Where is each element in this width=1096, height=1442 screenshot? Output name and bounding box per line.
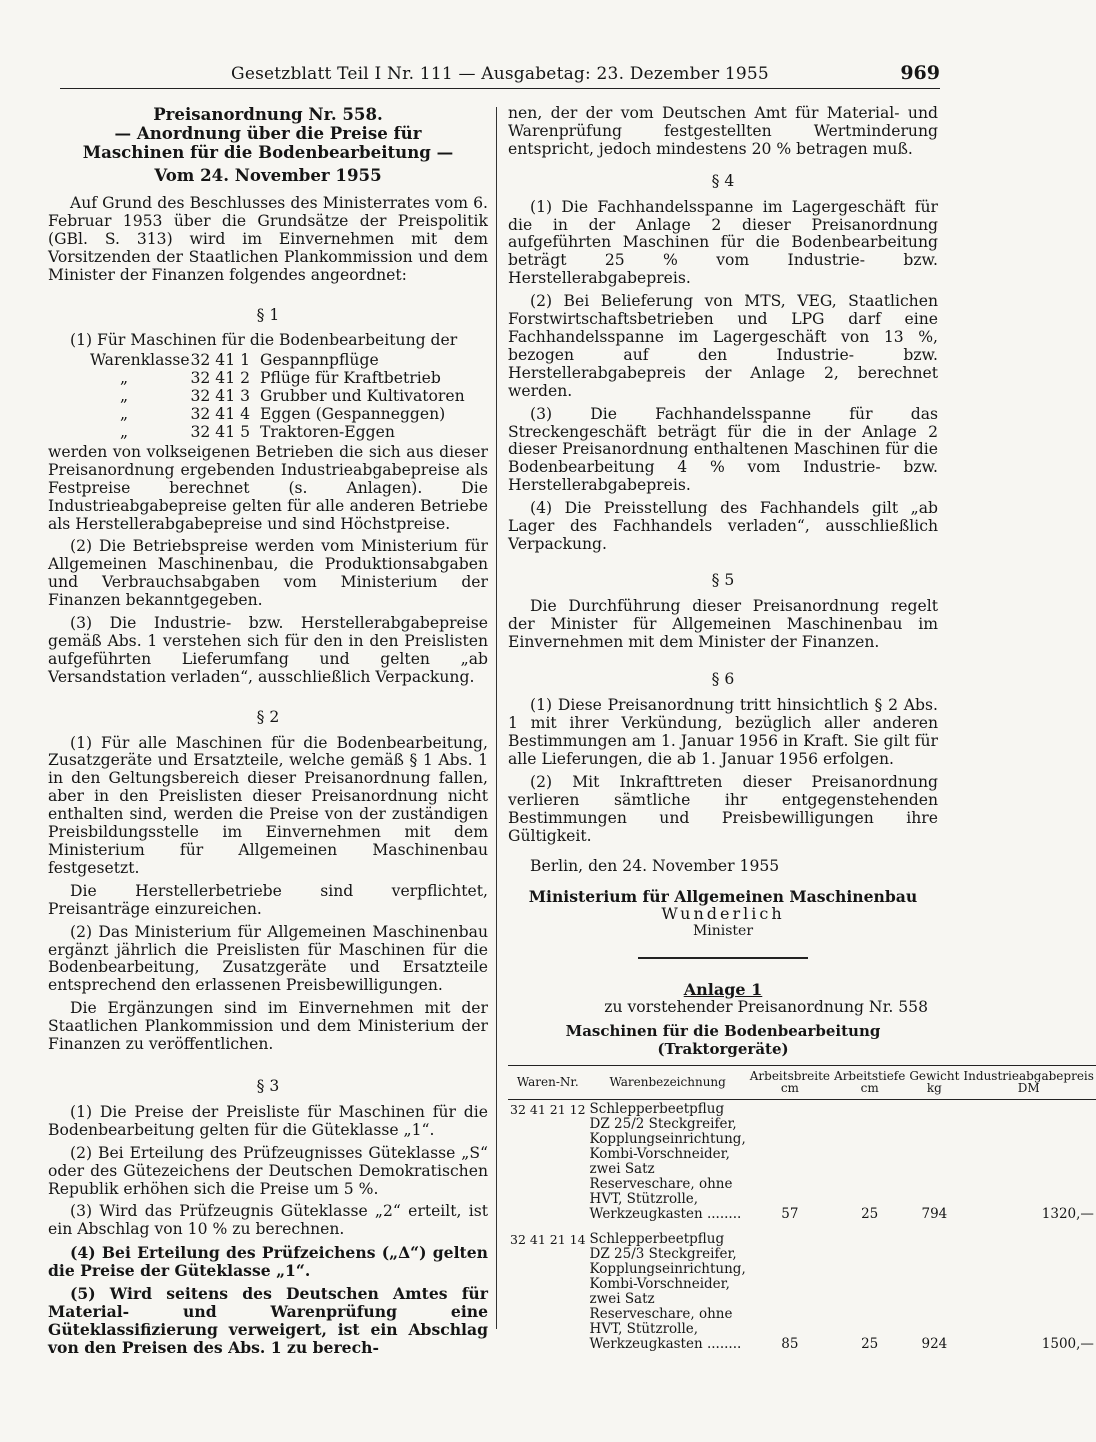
place-date: Berlin, den 24. November 1955: [530, 856, 780, 875]
s6-p2: (2) Mit Inkrafttreten dieser Preisanordnung verlieren sämtliche ihr entgegenstehenden Bestimmungen und Preisbewilligungen ihre Gültigkeit.: [508, 773, 938, 845]
signer-name: Wunderlich: [661, 904, 785, 924]
s1-p3: (3) Die Industrie- bzw. Herstellerabgabepreise gemäß Abs. 1 verstehen sich für den in den Preislisten aufgeführten Lieferumfang und gelten „ab Versandstation verladen“, ausschließlich Verpackung.: [48, 614, 488, 686]
col-header-gewicht: Gewicht kg: [907, 1065, 961, 1099]
cell-breite: 85: [781, 1335, 799, 1352]
warenklasse-row: „ 32 41 3 Grubber und Kultivatoren: [120, 387, 465, 406]
cell-nr: 32 41 21 14: [510, 1231, 586, 1247]
cell-gewicht: 924: [921, 1335, 948, 1352]
s4-p3: (3) Die Fachhandelsspanne für das Streckengeschäft beträgt für die in der Anlage 2 dieser Preisanordnung enthaltenen Maschinen für die Bodenbearbeitung 4 % vom Industrie- bzw. Herstellerabgabepreis.: [508, 404, 938, 495]
ordinance-date: Vom 24. November 1955: [154, 165, 382, 185]
s1-p2: (2) Die Betriebspreise werden vom Ministerium für Allgemeinen Maschinenbau, die Produktionsabgaben und Verbrauchsabgaben vom Ministerium der Finanzen bekanntgegeben.: [48, 537, 488, 610]
annex-title: Anlage 1: [683, 980, 763, 1000]
table-header-row: [508, 1065, 1096, 1099]
s2-p2b: Die Ergänzungen sind im Einvernehmen mit der Staatlichen Plankommission und dem Ministerium der Finanzen zu veröffentlichen.: [48, 999, 488, 1054]
warenklasse-row: „ 32 41 2 Pflüge für Kraftbetrieb: [120, 369, 441, 388]
warenklassen-list: [90, 352, 488, 442]
cell-name: Schlepperbeetpflug DZ 25/2 Steckgreifer, Kopplungseinrichtung, Kombi-Vorschneider, zwei Satz Reserveschare, ohne HVT, Stützrolle, Werkzeugkasten ........: [589, 1100, 746, 1222]
section-2-heading: § 2: [256, 707, 280, 726]
section-4-heading: § 4: [711, 171, 735, 190]
s4-p4: (4) Die Preisstellung des Fachhandels gilt „ab Lager des Fachhandels verladen“, ausschließlich Verpackung.: [508, 499, 938, 553]
col-header-tiefe: Arbeitstiefe cm: [832, 1065, 907, 1099]
page-header: [60, 62, 940, 89]
cell-tiefe: 25: [861, 1335, 879, 1352]
ordinance-subtitle-2: Maschinen für die Bodenbearbeitung —: [82, 142, 454, 162]
cell-preis: 1500,—: [1041, 1335, 1094, 1352]
warenklasse-row: „ 32 41 5 Traktoren-Eggen: [120, 422, 395, 441]
s1-p1-rest: werden von volkseigenen Betrieben die sich aus dieser Preisanordnung ergebenden Industrieabgabepreise als Festpreise berechnet (s. Anlagen). Die Industrieabgabepreise gelten für alle anderen Betriebe als Herstellerabgabepreise und sind Höchstpreise.: [48, 442, 488, 533]
table-title: Maschinen für die Bodenbearbeitung (Traktorgeräte): [565, 1022, 881, 1058]
s3-p5: (5) Wird seitens des Deutschen Amtes für Material- und Warenprüfung eine Güteklassifizierung verweigert, ist ein Abschlag von den Preisen des Abs. 1 zu berech-: [48, 1284, 488, 1357]
col-header-name: Warenbezeichnung: [588, 1065, 748, 1099]
s3-p2: (2) Bei Erteilung des Prüfzeugnisses Güteklasse „S“ oder des Gütezeichens der Deutschen Demokratischen Republik erhöhen sich die Preise um 5 %.: [48, 1143, 488, 1198]
col-header-preis: Industrieabgabepreis DM: [961, 1065, 1096, 1099]
signature-rule: [638, 957, 808, 959]
section-6-heading: § 6: [711, 670, 735, 689]
right-column: [508, 104, 1094, 1354]
s4-p1: (1) Die Fachhandelsspanne im Lagergeschäft für die in der Anlage 2 dieser Preisanordnung aufgeführten Maschinen für die Bodenbearbeitung beträgt 25 % vom Industrie- bzw. Herstellerabgabepreis.: [508, 197, 938, 288]
table-row: [508, 1099, 1096, 1224]
section-1-heading: § 1: [256, 305, 280, 324]
s2-p1b: Die Herstellerbetriebe sind verpflichtet, Preisanträge einzureichen.: [48, 881, 488, 918]
cell-preis: 1320,—: [1041, 1205, 1094, 1222]
cell-tiefe: 25: [861, 1205, 879, 1222]
table-row: [508, 1230, 1096, 1354]
annex-subtitle: zu vorstehender Preisanordnung Nr. 558: [604, 998, 928, 1017]
left-column: [48, 105, 488, 1357]
ordinance-subtitle-1: — Anordnung über die Preise für: [114, 123, 422, 143]
ordinance-title: Preisanordnung Nr. 558.: [153, 104, 383, 124]
col-header-nr: Waren-Nr.: [508, 1065, 588, 1099]
s5-p1: Die Durchführung dieser Preisanordnung regelt der Minister für Allgemeinen Maschinenbau im Einvernehmen mit dem Minister der Finanzen.: [508, 596, 938, 651]
col-header-breite: Arbeitsbreite cm: [748, 1065, 832, 1099]
warenklasse-row: Warenklasse 32 41 1 Gespannpflüge: [90, 351, 379, 370]
section-3-heading: § 3: [256, 1076, 280, 1095]
cell-nr: 32 41 21 12: [510, 1101, 586, 1117]
column-divider: [496, 107, 497, 1329]
cell-name: Schlepperbeetpflug DZ 25/3 Steckgreifer, Kopplungseinrichtung, Kombi-Vorschneider, zwei Satz Reserveschare, ohne HVT, Stützrolle, Werkzeugkasten ........: [589, 1230, 746, 1352]
s6-p1: (1) Diese Preisanordnung tritt hinsichtlich § 2 Abs. 1 mit ihrer Verkündung, bezüglich aller anderen Bestimmungen am 1. Januar 1956 in Kraft. Sie gilt für alle Lieferungen, die ab 1. Januar 1956 erfolgen.: [508, 696, 938, 769]
s3-p4: (4) Bei Erteilung des Prüfzeichens („Δ“) gelten die Preise der Güteklasse „1“.: [48, 1243, 488, 1281]
section-5-heading: § 5: [711, 570, 735, 589]
signing-ministry: Ministerium für Allgemeinen Maschinenbau: [528, 886, 918, 906]
s3-p1: (1) Die Preise der Preisliste für Maschinen für die Bodenbearbeitung gelten für die Güteklasse „1“.: [48, 1102, 488, 1139]
header-title: Gesetzblatt Teil I Nr. 111 — Ausgabetag: 23. Dezember 1955: [231, 64, 769, 84]
cell-breite: 57: [781, 1205, 799, 1222]
s4-p2: (2) Bei Belieferung von MTS, VEG, Staatlichen Forstwirtschaftsbetrieben und LPG darf eine Fachhandelsspanne im Lagergeschäft von 13 %, bezogen auf den Industrie- bzw. Herstellerabgabepreis der Anlage 2, berechnet werden.: [508, 292, 938, 400]
signer-role: Minister: [692, 923, 754, 940]
cell-gewicht: 794: [921, 1205, 948, 1222]
price-table: [508, 1065, 1096, 1354]
s3-p5-continuation: nen, der der vom Deutschen Amt für Material- und Warenprüfung festgestellten Wertminderung entspricht, jedoch mindestens 20 % betragen muß.: [508, 104, 938, 158]
warenklasse-row: „ 32 41 4 Eggen (Gespanneggen): [120, 405, 446, 424]
s1-p1-intro: (1) Für Maschinen für die Bodenbearbeitung der: [70, 331, 458, 350]
intro-paragraph: Auf Grund des Beschlusses des Ministerrates vom 6. Februar 1953 über die Grundsätze der Preispolitik (GBl. S. 313) wird im Einvernehmen mit dem Vorsitzenden der Staatlichen Plankommission und dem Minister der Finanzen folgendes angeordnet:: [48, 194, 488, 284]
s3-p3: (3) Wird das Prüfzeugnis Güteklasse „2“ erteilt, ist ein Abschlag von 10 % zu berechnen.: [48, 1202, 488, 1239]
page-number: 969: [900, 62, 940, 84]
s2-p1: (1) Für alle Maschinen für die Bodenbearbeitung, Zusatzgeräte und Ersatzteile, welche gemäß § 1 Abs. 1 in den Geltungsbereich dieser Preisanordnung fallen, aber in den Preislisten dieser Preisanordnung nicht enthalten sind, werden die Preise von der zuständigen Preisbildungsstelle im Einvernehmen mit dem Ministerium für Allgemeinen Maschinenbau festgesetzt.: [48, 733, 488, 877]
s2-p2: (2) Das Ministerium für Allgemeinen Maschinenbau ergänzt jährlich die Preislisten für Maschinen für die Bodenbearbeitung, Zusatzgeräte und Ersatzteile entsprechend den erlassenen Preisbewilligungen.: [48, 922, 488, 995]
